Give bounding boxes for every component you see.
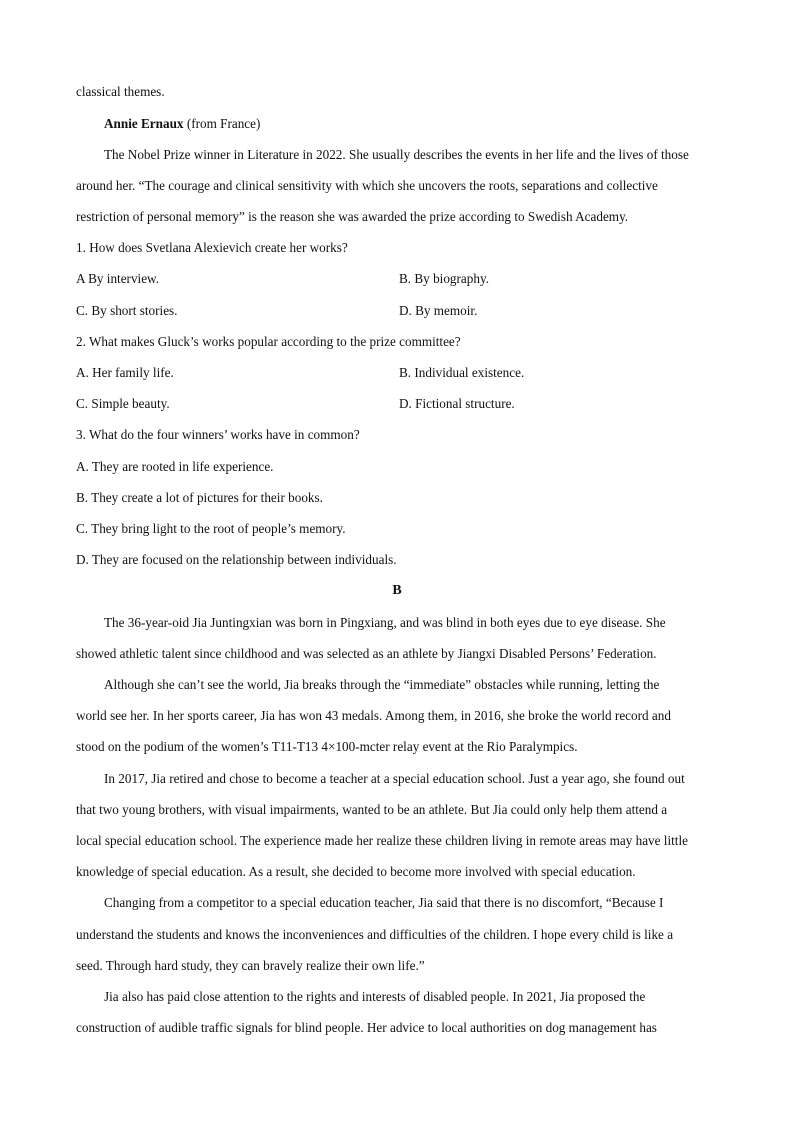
- q2-option-d: D. Fictional structure.: [399, 396, 515, 411]
- passage-line: Although she can’t see the world, Jia breaks through the “immediate” obstacles while running, letting the: [104, 677, 660, 692]
- passage-line: world see her. In her sports career, Jia has won 43 medals. Among them, in 2016, she broke the world record and: [76, 708, 671, 723]
- passage-line: In 2017, Jia retired and chose to become a teacher at a special education school. Just a year ago, she found out: [104, 771, 685, 786]
- q3-option-c: C. They bring light to the root of people’s memory.: [76, 521, 346, 536]
- q2-option-b: B. Individual existence.: [399, 365, 525, 380]
- q3-option-d: D. They are focused on the relationship between individuals.: [76, 552, 397, 567]
- passage-line: stood on the podium of the women’s T11-T13 4×100-mcter relay event at the Rio Paralympics.: [76, 739, 578, 754]
- q3-option-b: B. They create a lot of pictures for their books.: [76, 490, 323, 505]
- passage-line: that two young brothers, with visual impairments, wanted to be an athlete. But Jia could only help them attend a: [76, 802, 668, 817]
- passage-line: local special education school. The experience made her realize these children living in remote areas may have little: [76, 833, 688, 848]
- passage-line: showed athletic talent since childhood and was selected as an athlete by Jiangxi Disabled Persons’ Federation.: [76, 646, 657, 661]
- author-name: Annie Ernaux: [104, 116, 184, 131]
- text-line: restriction of personal memory” is the reason she was awarded the prize according to Swedish Academy.: [76, 209, 629, 224]
- question-2-stem: 2. What makes Gluck’s works popular according to the prize committee?: [76, 334, 461, 349]
- passage-line: construction of audible traffic signals for blind people. Her advice to local authorities on dog management has: [76, 1020, 657, 1035]
- passage-line: Changing from a competitor to a special education teacher, Jia said that there is no discomfort, “Because I: [104, 895, 664, 910]
- text-line: around her. “The courage and clinical sensitivity with which she uncovers the roots, separations and collective: [76, 178, 658, 193]
- passage-line: Jia also has paid close attention to the rights and interests of disabled people. In 2021, Jia proposed the: [104, 989, 646, 1004]
- author-origin: (from France): [183, 116, 261, 131]
- passage-line: The 36-year-oid Jia Juntingxian was born in Pingxiang, and was blind in both eyes due to eye disease. She: [104, 615, 666, 630]
- text-line: The Nobel Prize winner in Literature in 2022. She usually describes the events in her life and the lives of those: [104, 147, 689, 162]
- author-heading: [104, 116, 754, 132]
- q1-option-b: B. By biography.: [399, 271, 489, 286]
- question-3-stem: 3. What do the four winners’ works have in common?: [76, 427, 360, 442]
- q1-option-d: D. By memoir.: [399, 303, 478, 318]
- q2-option-c: C. Simple beauty.: [76, 396, 170, 411]
- passage-line: seed. Through hard study, they can bravely realize their own life.”: [76, 958, 425, 973]
- q1-option-c: C. By short stories.: [76, 303, 178, 318]
- section-heading: B: [392, 583, 402, 598]
- question-1-stem: 1. How does Svetlana Alexievich create her works?: [76, 240, 348, 255]
- text-line: classical themes.: [76, 84, 165, 99]
- passage-line: understand the students and knows the inconveniences and difficulties of the children. I hope every child is like a: [76, 927, 674, 942]
- passage-line: knowledge of special education. As a result, she decided to become more involved with special education.: [76, 864, 636, 879]
- q3-option-a: A. They are rooted in life experience.: [76, 459, 274, 474]
- q2-option-a: A. Her family life.: [76, 365, 174, 380]
- q1-option-a: A By interview.: [76, 271, 160, 286]
